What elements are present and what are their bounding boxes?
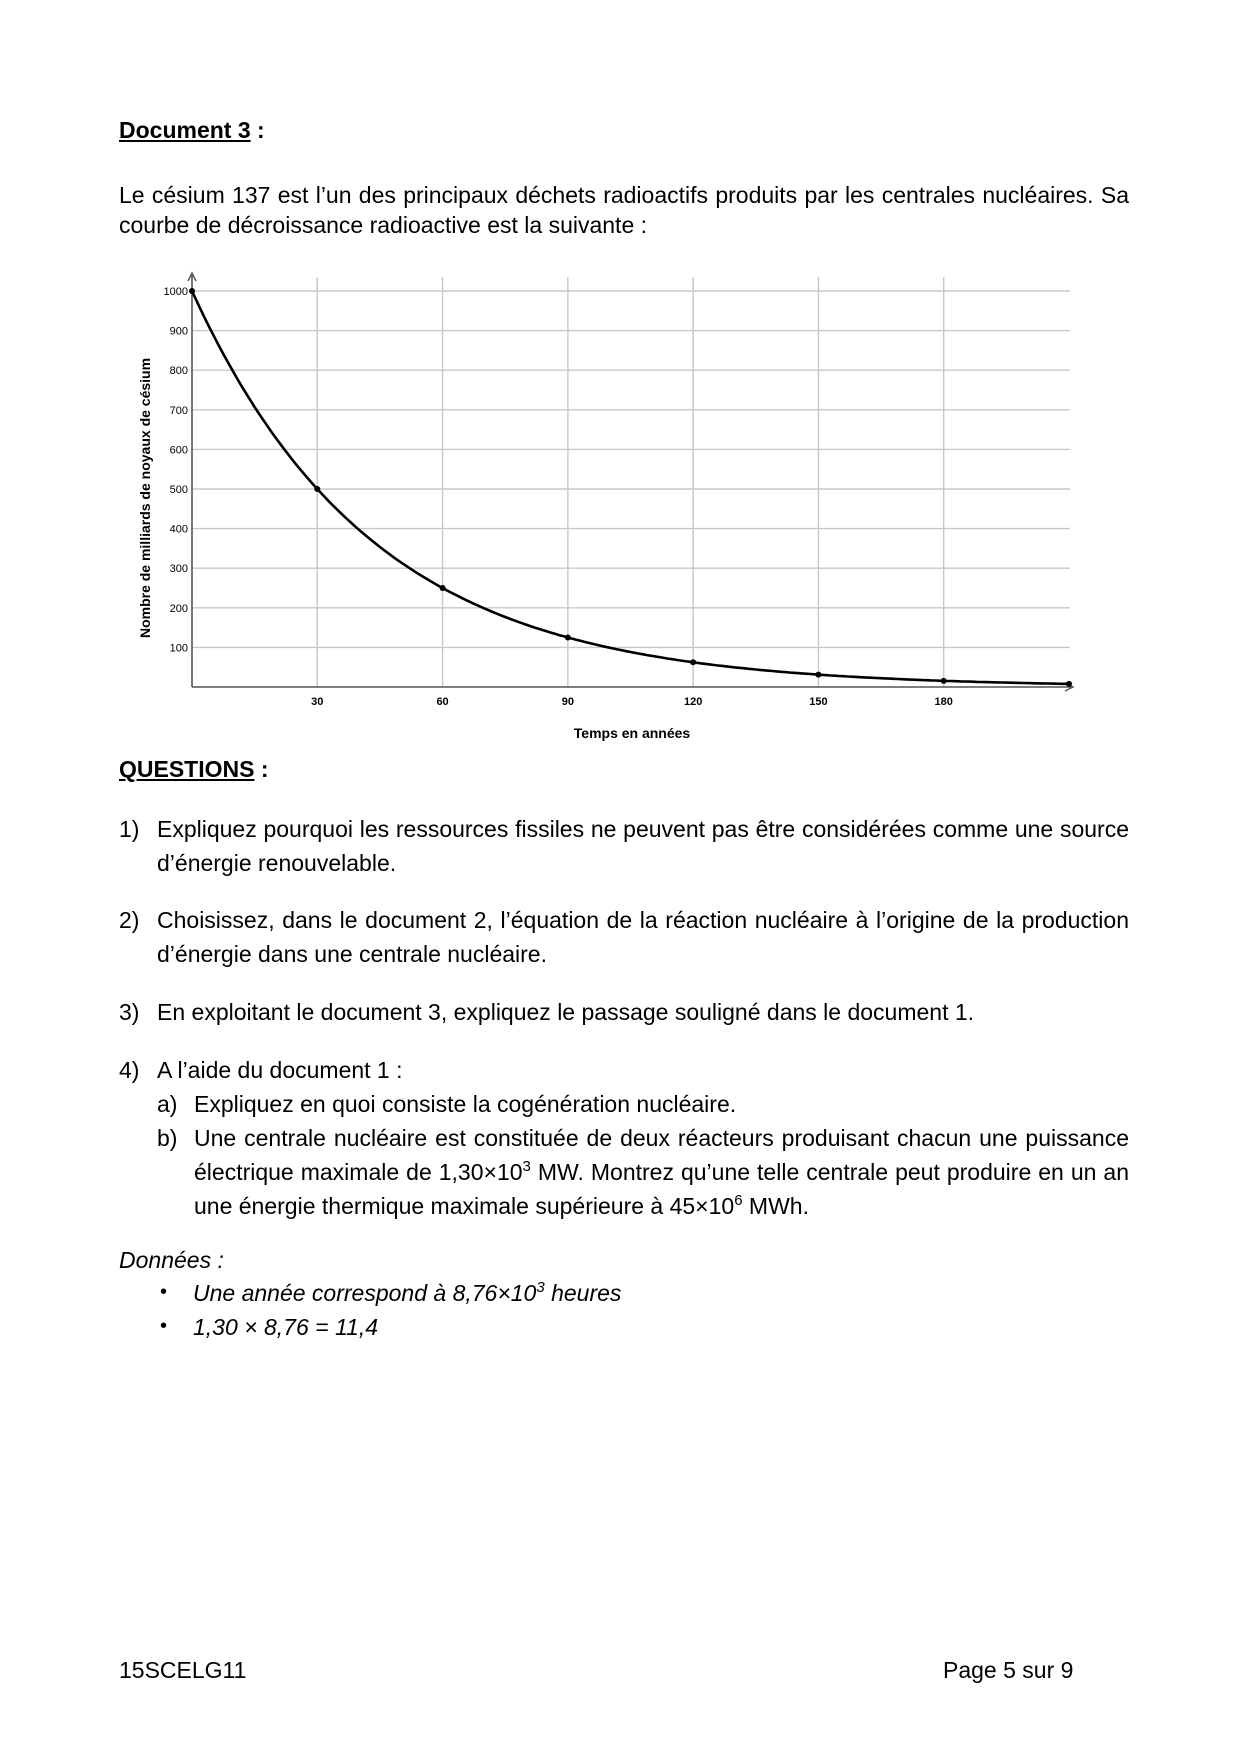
y-tick-label: 300	[169, 563, 188, 576]
data-point	[941, 678, 947, 684]
footer-page: Page 5 sur 9	[943, 1657, 1074, 1683]
donnees-item-1-part1: Une année correspond à 8,76×10	[193, 1280, 537, 1306]
question-1-number: 1)	[119, 816, 140, 842]
question-4b-part3: MWh.	[742, 1193, 809, 1219]
y-axis-label: Nombre de milliards de noyaux de césium	[137, 357, 153, 639]
y-tick-label: 900	[169, 325, 188, 338]
document-3-intro: Le césium 137 est l’un des principaux déchets radioactifs produits par les centrales nucléaires. Sa courbe de décroissance radioactive est la suivante :	[119, 182, 1129, 238]
document-3-heading	[119, 117, 265, 144]
questions-heading	[119, 756, 269, 783]
question-4-text: A l’aide du document 1 :	[157, 1057, 403, 1083]
question-2-text: Choisissez, dans le document 2, l’équation de la réaction nucléaire à l’origine de la production d’énergie dans une centrale nucléaire.	[157, 907, 1129, 967]
x-axis-label: Temps en années	[573, 725, 691, 741]
y-tick-label: 800	[169, 365, 188, 378]
question-4b	[157, 1121, 1129, 1223]
chart-ticks	[164, 286, 953, 708]
question-4a-text: Expliquez en quoi consiste la cogénération nucléaire.	[194, 1091, 737, 1117]
decay-chart	[120, 265, 1100, 750]
question-2-number: 2)	[119, 907, 140, 933]
data-point	[189, 288, 195, 294]
question-1	[119, 812, 1129, 880]
question-4b-exp1: 3	[522, 1158, 531, 1175]
question-3-text: En exploitant le document 3, expliquez le passage souligné dans le document 1.	[157, 999, 975, 1025]
footer-code: 15SCELG11	[119, 1657, 247, 1683]
question-4b-exp2: 6	[734, 1192, 743, 1209]
question-4b-part1: Une centrale nucléaire est constituée de deux réacteurs produisant chacun une puissance électrique maximale de 1,30×10	[194, 1125, 1129, 1185]
question-4b-part2: MW. Montrez qu’une telle centrale peut produire en un an une énergie thermique maximale supérieure à 45×10	[194, 1159, 1129, 1219]
chart-grid	[192, 277, 1070, 687]
donnees-item-1	[193, 1280, 621, 1307]
decay-curve	[192, 291, 1069, 684]
question-3-number: 3)	[119, 999, 140, 1025]
y-tick-label: 600	[169, 444, 188, 457]
data-point	[440, 585, 446, 591]
question-2	[119, 903, 1129, 971]
x-tick-label: 60	[436, 696, 449, 708]
chart-points	[189, 288, 1072, 687]
x-tick-label: 180	[934, 696, 953, 708]
chart-axes	[188, 273, 1073, 691]
data-point	[815, 672, 821, 678]
question-1-text: Expliquez pourquoi les ressources fissiles ne peuvent pas être considérées comme une source d’énergie renouvelable.	[157, 816, 1129, 876]
question-4b-text	[194, 1121, 1129, 1223]
y-tick-label: 1000	[163, 286, 188, 298]
data-point	[1066, 681, 1072, 687]
x-tick-label: 150	[809, 696, 828, 708]
question-4a	[157, 1087, 1129, 1121]
y-tick-label: 400	[169, 523, 188, 536]
y-tick-label: 700	[169, 404, 188, 417]
y-tick-label: 100	[169, 642, 188, 655]
donnees-heading: Données :	[119, 1247, 224, 1273]
data-point	[690, 659, 696, 665]
data-point	[565, 635, 571, 641]
x-tick-label: 30	[311, 696, 324, 708]
y-tick-label: 200	[169, 602, 188, 615]
y-tick-label: 500	[169, 484, 188, 496]
question-4a-label: a)	[157, 1091, 178, 1117]
data-point	[314, 486, 320, 492]
x-tick-label: 90	[561, 696, 574, 708]
question-4b-label: b)	[157, 1125, 178, 1151]
donnees-item-2: 1,30 × 8,76 = 11,4	[193, 1314, 379, 1340]
donnees-item-1-part2: heures	[544, 1280, 622, 1306]
x-tick-label: 120	[683, 696, 703, 708]
bullet-icon: •	[160, 1315, 168, 1337]
questions-colon: :	[254, 756, 269, 782]
bullet-icon: •	[160, 1281, 168, 1303]
questions-title: QUESTIONS	[119, 756, 255, 782]
donnees-item-1-exp: 3	[536, 1279, 545, 1296]
question-4	[119, 1053, 1129, 1223]
document-3-title: Document 3	[119, 117, 251, 143]
question-4-number: 4)	[119, 1057, 140, 1083]
question-3	[119, 995, 1129, 1029]
document-3-colon: :	[250, 117, 265, 143]
